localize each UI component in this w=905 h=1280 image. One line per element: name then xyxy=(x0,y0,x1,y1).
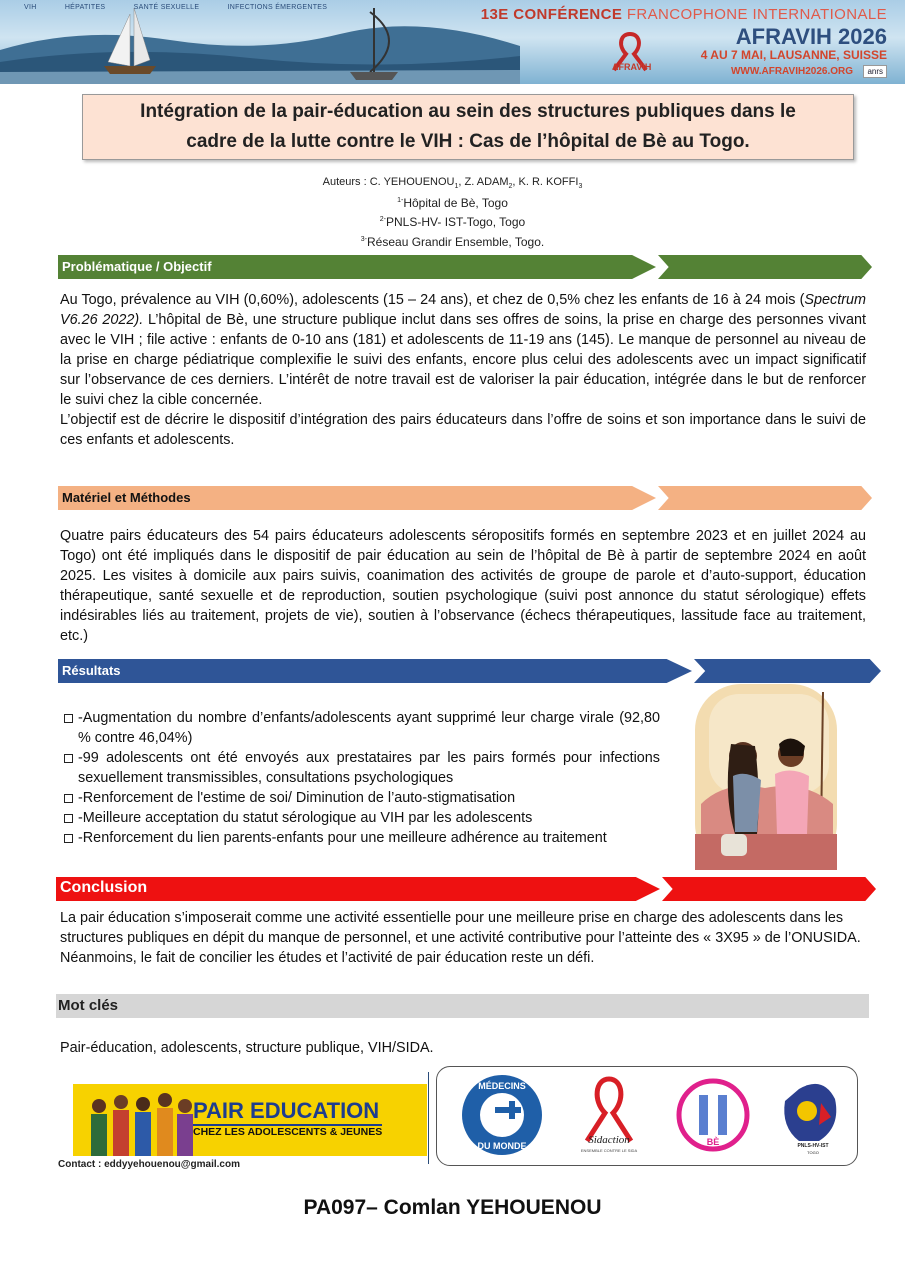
sidaction-text: Sidaction xyxy=(588,1134,630,1146)
topic-infections: INFECTIONS ÉMERGENTES xyxy=(227,4,328,11)
conclusion-paragraph-2: Néanmoins, le fait de concilier les études et l’activité de pair éducation reste un défi. xyxy=(60,950,595,966)
pair-education-logo xyxy=(73,1084,427,1156)
checkbox-icon xyxy=(64,814,73,823)
partner-logos-graphics xyxy=(437,1067,857,1165)
section-header-conclusion xyxy=(56,877,876,901)
result-text: -Augmentation du nombre d’enfants/adolescents ayant supprimé leur charge virale (92,80 % contre 46,04%) xyxy=(78,710,660,746)
conference-dates: 4 AU 7 MAI, LAUSANNE, SUISSE xyxy=(700,48,887,62)
poster-id: PA097– Comlan YEHOUENOU xyxy=(303,1196,602,1219)
affiliation-2-text: PNLS-HV- IST-Togo, Togo xyxy=(386,215,526,229)
youth-group-icon xyxy=(79,1084,197,1156)
methods-text xyxy=(60,526,866,646)
author-1-index: 1 xyxy=(454,183,459,191)
section-title-problem: Problématique / Objectif xyxy=(62,259,212,274)
contact-email[interactable]: Contact : eddyyehouenou@gmail.com xyxy=(58,1159,240,1170)
section-title-conclusion: Conclusion xyxy=(60,879,148,896)
problem-text-a: Au Togo, prévalence au VIH (0,60%), adolescents (15 – 24 ans), et chez de 0,5% chez les enfants de 16 à 24 mois ( xyxy=(60,292,805,308)
problem-text xyxy=(60,290,866,450)
checkbox-icon xyxy=(64,714,73,723)
result-text: -Renforcement de l'estime de soi/ Diminution de l’auto-stigmatisation xyxy=(78,790,516,806)
checkbox-icon xyxy=(64,754,73,763)
objective-text: L’objectif est de décrire le dispositif d’intégration des pairs éducateurs dans l’offre de soins et son importance dans le suivi de ces enfants et adolescents. xyxy=(60,412,866,448)
conference-website[interactable]: WWW.AFRAVIH2026.ORG xyxy=(730,66,853,77)
authors-line xyxy=(0,176,905,190)
topic-vih: VIH xyxy=(24,4,37,11)
pnls-subtext: TOGO xyxy=(807,1150,819,1155)
pnls-text: PNLS-HV-IST xyxy=(797,1143,829,1149)
list-item xyxy=(64,788,660,808)
pair-education-subtitle: CHEZ LES ADOLESCENTS & JEUNES xyxy=(193,1126,383,1138)
affiliation-3-num: 3- xyxy=(360,236,367,243)
mdm-top-text: MÉDECINS xyxy=(478,1081,526,1091)
affiliation-2-num: 2- xyxy=(379,216,387,223)
topic-hepatites: HÉPATITES xyxy=(64,4,106,11)
affiliation-1 xyxy=(0,196,905,210)
affiliation-3 xyxy=(0,235,905,249)
list-item xyxy=(64,828,660,848)
conference-banner xyxy=(0,0,905,84)
hospital-logo-text: BÈ xyxy=(706,1137,720,1147)
poster-title xyxy=(82,94,854,160)
checkbox-icon xyxy=(64,834,73,843)
keywords-title: Mot clés xyxy=(58,997,119,1014)
section-title-results: Résultats xyxy=(62,663,121,678)
list-item xyxy=(64,808,660,828)
author-3: , K. R. KOFFI xyxy=(512,176,579,188)
author-3-index: 3 xyxy=(578,183,583,191)
anrs-logo: anrs xyxy=(863,65,887,78)
conference-title-bold: 13E CONFÉRENCE xyxy=(480,6,623,23)
author-1: Auteurs : C. YEHOUENOU xyxy=(322,176,455,188)
peer-support-illustration xyxy=(695,684,837,870)
list-item xyxy=(64,748,660,788)
keywords-header xyxy=(56,994,869,1018)
section-header-problem xyxy=(58,255,872,279)
problem-citation: Spectrum V6.26 2022). xyxy=(60,292,866,328)
affiliation-3-text: Réseau Grandir Ensemble, Togo. xyxy=(367,235,545,249)
afravih-ribbon-label: AFRAVIH xyxy=(612,62,652,72)
affiliation-2 xyxy=(0,215,905,229)
sidaction-subtext: ENSEMBLE CONTRE LE SIDA xyxy=(580,1148,638,1153)
section-header-results xyxy=(58,659,881,683)
conference-title-light: FRANCOPHONE INTERNATIONALE xyxy=(626,6,887,23)
affiliation-1-text: Hôpital de Bè, Togo xyxy=(403,196,508,210)
result-text: -99 adolescents ont été envoyés aux prestataires par les pairs formés pour infections sexuellement transmissibles, consultations psychologiques xyxy=(78,750,660,786)
methods-paragraph: Quatre pairs éducateurs des 54 pairs éducateurs adolescents séropositifs formés en septembre 2023 et en juillet 2024 au Togo) ont été impliqués dans le dispositif de pair éducation au sein de l’hôpital de Bè à partir de septembre 2024 en août 2025. Les visites à domicile aux pairs suivis, coanimation des activités de groupe de parole et d’auto-support, éducation thérapeutique, santé sexuelle et de reproduction, soutien psychologique (suivi post annonce du statut sérologique) effets indésirables liés au traitement, projets de vie), soutien à l’observance (échecs thérapeutiques, lassitude face au traitement, etc.) xyxy=(60,528,866,644)
problem-text-b: L’hôpital de Bè, une structure publique inclut dans ses offres de soins, la prise en charge des personnes vivant avec le VIH ; file active : enfants de 0-10 ans (181) et adolescents de 11-19 ans (145). Le manque de personnel au niveau de la prise en charge pédiatrique complexifie le suivi des enfants, encore plus celui des adolescents avec un impact significatif sur l’observance de ces derniers. L’intérêt de notre travail est de valoriser la pair éducation, intégrée dans le but de renforcer le suivi chez la cible concernée. xyxy=(60,312,866,408)
logo-divider xyxy=(428,1072,429,1164)
list-item xyxy=(64,708,660,748)
topic-sante-sexuelle: SANTÉ SEXUELLE xyxy=(133,4,200,11)
section-title-methods: Matériel et Méthodes xyxy=(62,490,191,505)
author-2: , Z. ADAM xyxy=(458,176,509,188)
partner-logos xyxy=(436,1066,858,1166)
title-line-2: cadre de la lutte contre le VIH : Cas de l’hôpital de Bè au Togo. xyxy=(186,131,750,152)
result-text: -Meilleure acceptation du statut sérologique au VIH par les adolescents xyxy=(78,810,533,826)
mdm-bottom-text: DU MONDE xyxy=(477,1141,527,1151)
results-list xyxy=(64,708,660,848)
checkbox-icon xyxy=(64,794,73,803)
conclusion-text xyxy=(60,908,866,968)
conclusion-paragraph-1: La pair éducation s’imposerait comme une activité essentielle pour une meilleure prise en charge des adolescents dans les structures publiques en dépit du manque de personnel, et une activité contributive pour l’atteinte des « 3X95 » de l’ONUSIDA. xyxy=(60,910,861,946)
title-line-1: Intégration de la pair-éducation au sein des structures publiques dans le xyxy=(140,101,796,122)
pair-education-title: PAIR EDUCATION xyxy=(193,1098,380,1123)
banner-topics xyxy=(24,4,353,11)
keywords-text: Pair-éducation, adolescents, structure publique, VIH/SIDA. xyxy=(60,1040,434,1056)
conference-title xyxy=(481,6,887,23)
conference-brand: AFRAVIH 2026 xyxy=(735,24,887,49)
result-text: -Renforcement du lien parents-enfants pour une meilleure adhérence au traitement xyxy=(78,830,607,846)
section-header-methods xyxy=(58,486,872,510)
affiliation-1-num: 1- xyxy=(397,197,404,204)
author-2-index: 2 xyxy=(508,183,513,191)
